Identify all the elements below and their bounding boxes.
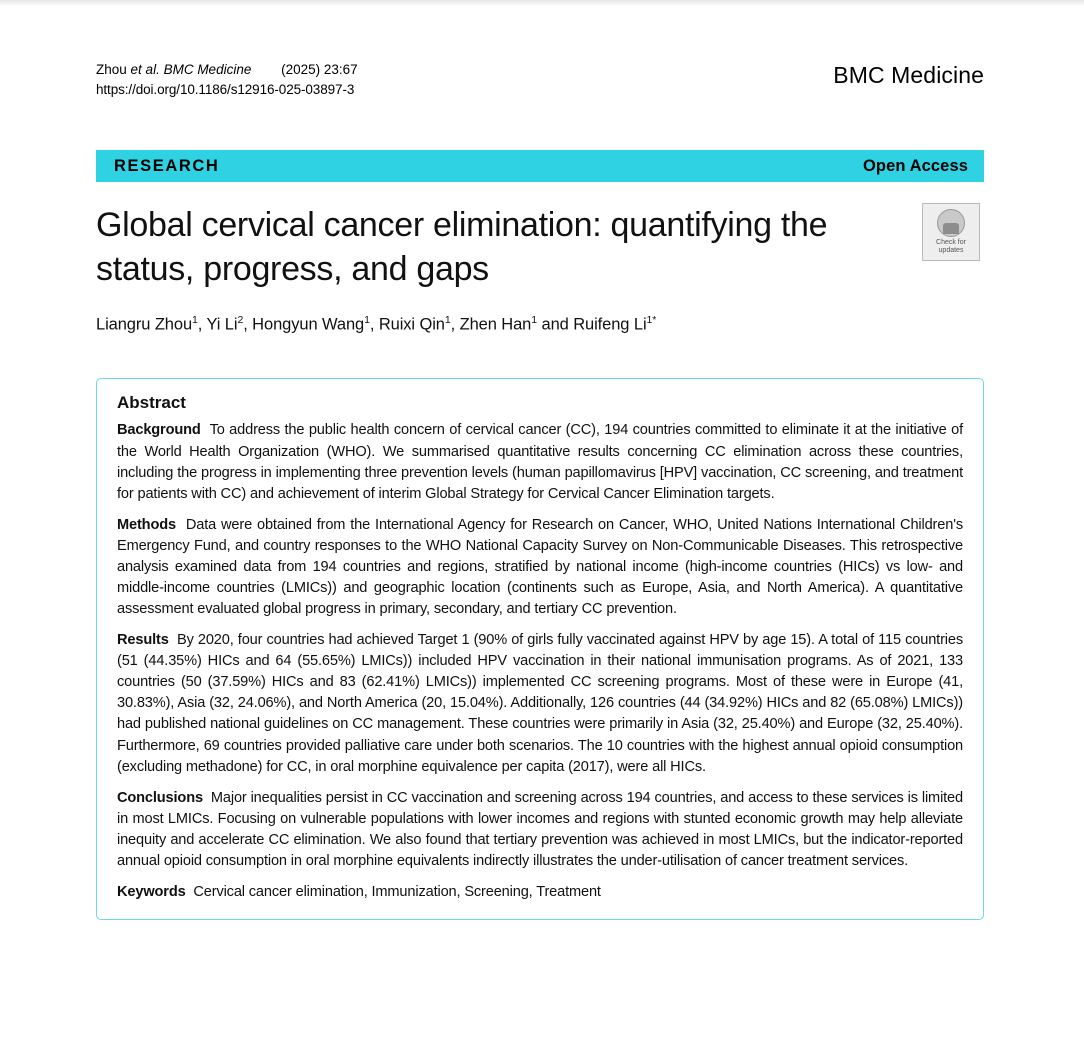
abstract-section-label: Background: [117, 422, 201, 439]
citation-volume: (2025) 23:67: [281, 62, 358, 77]
abstract-section: [117, 882, 963, 903]
abstract-sections: [117, 420, 963, 903]
abstract-section-text: Data were obtained from the International Agency for Research on Cancer, WHO, United Nations International Children's Emergency Fund, and country responses to the WHO National Capacity Survey on Non-Communicable Diseases. This retrospective analysis examined data from 194 countries and regions, stratified by national income (high-income countries (HICs) vs low- and middle-income countries (LMICs)) and geographic location (continents such as Europe, Asia, and North America). A quantitative assessment evaluated global progress in primary, secondary, and tertiary CC prevention.: [117, 516, 963, 618]
author-list: Liangru Zhou$^1$, Yi Li$^2$, Hongyun Wang$^1$, Ruixi Qin$^1$, Zhen Han$^1$ and Ruifeng $Li^{1*}$: [96, 313, 657, 334]
check-for-updates-badge[interactable]: [922, 203, 980, 261]
abstract-section: [117, 515, 963, 620]
abstract-section: [117, 420, 963, 504]
citation-author: Zhou: [96, 62, 127, 77]
abstract-heading: Abstract: [117, 393, 186, 413]
page-title: Global cervical cancer elimination: quantifying the status, progress, and gaps: [96, 206, 828, 288]
crossmark-icon: [937, 209, 965, 237]
open-access-label: Open Access: [862, 156, 968, 175]
citation-journal: et al. BMC Medicine: [130, 62, 252, 77]
abstract-section-text: By 2020, four countries had achieved Target 1 (90% of girls fully vaccinated against HPV by age 15). A total of 115 countries (51 (44.35%) HICs and 64 (55.65%) LMICs)) included HPV vaccination in their national immunisation programs. As of 2021, 133 countries (50 (37.59%) HICs and 83 (62.41%) LMICs)) implemented CC screening programs. Most of these were in Europe (41, 30.83%), Asia (32, 24.06%), and North America (20, 15.04%). Additionally, 126 countries (44 (34.92%) HICs and 82 (65.08%) LMICs)) had published national guidelines on CC management. These countries were primarily in Asia (32, 25.40%) and Europe (32, 25.40%). Furthermore, 69 countries provided palliative care under both scenarios. The 10 countries with the highest annual opioid consumption (excluding methadone) for CC, in oral morphine equivalence per capita (2017), were all HICs.: [117, 632, 963, 775]
badge-line-1: Check for: [936, 239, 966, 246]
abstract-section-label: Keywords: [117, 883, 186, 900]
page-content: [96, 0, 984, 920]
doi-link[interactable]: https://doi.org/10.1186/s12916-025-03897-3: [96, 81, 355, 97]
abstract-section-text: To address the public health concern of cervical cancer (CC), 194 countries committed to eliminate it at the initiative of the World Health Organization (WHO). We summarised quantitative results concerning CC elimination across these countries, including the progress in implementing three prevention levels (human papillomavirus [HPV] vaccination, CC screening, and treatment for patients with CC) and achievement of interim Global Strategy for Cervical Cancer Elimination targets.: [117, 422, 963, 502]
abstract-box: [96, 378, 984, 920]
abstract-section-label: Methods: [117, 516, 176, 533]
running-head: [96, 0, 984, 99]
abstract-section: [117, 788, 963, 872]
abstract-section-text: Major inequalities persist in CC vaccination and screening across 194 countries, and access to these services is limited in most LMICs. Focusing on vulnerable populations with lower incomes and regions with stunted economic growth may help alleviate inequity and accelerate CC elimination. We also found that tertiary prevention was achieved in most LMICs, but the indicator-reported annual opioid consumption in oral morphine equivalents indirectly illustrates the under-utilisation of cancer treatment services.: [117, 789, 963, 869]
abstract-section-label: Conclusions: [117, 789, 203, 806]
badge-line-2: updates: [938, 247, 964, 255]
citation-block: [96, 60, 358, 99]
abstract-section-label: Results: [117, 632, 169, 649]
article-type-banner: [96, 150, 984, 182]
journal-brand: BMC Medicine: [833, 62, 984, 88]
abstract-section: [117, 630, 963, 778]
abstract-section-text: Cervical cancer elimination, Immunization, Screening, Treatment: [193, 883, 601, 900]
article-type-label: RESEARCH: [114, 156, 220, 175]
